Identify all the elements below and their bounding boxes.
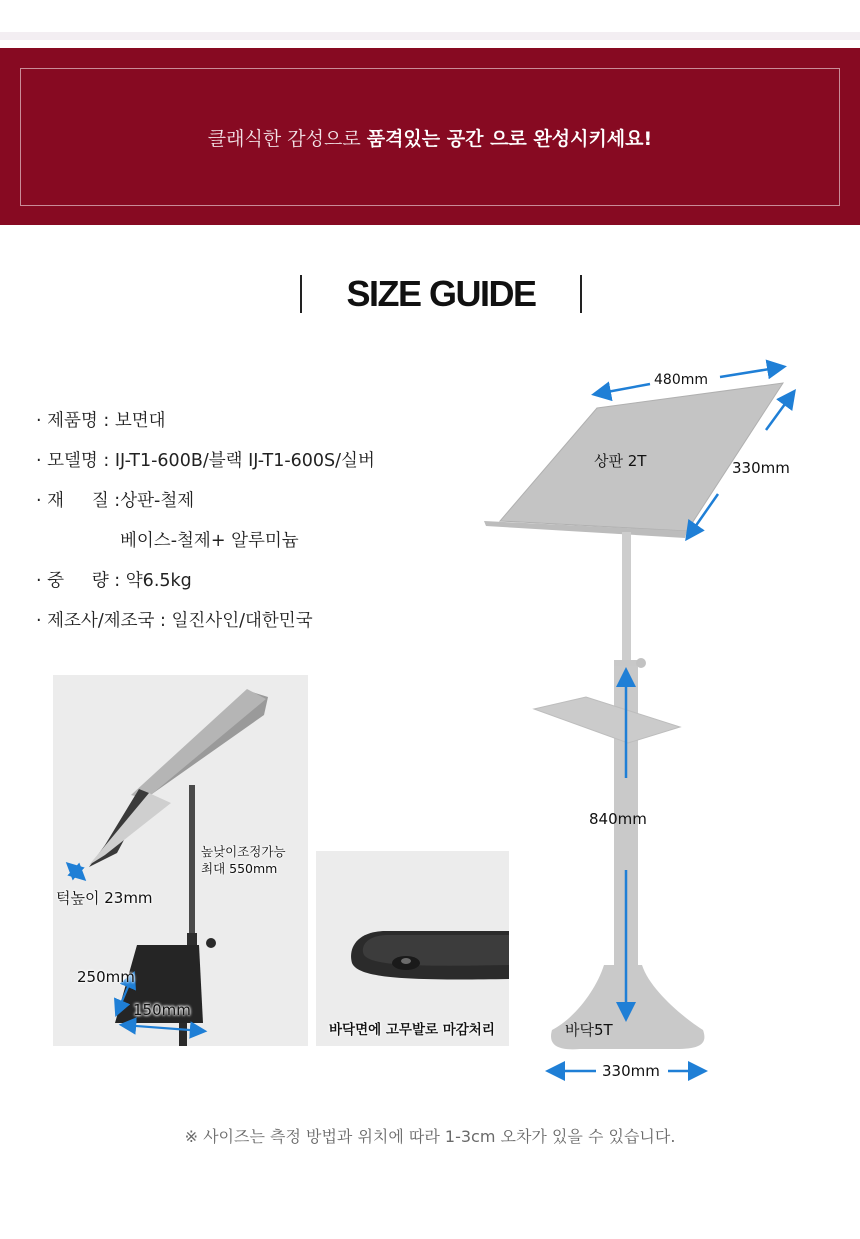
arrow-width-right [720, 367, 782, 377]
photo-pole [189, 785, 195, 935]
caption-rubber-foot: 바닥면에 고무발로 마감처리 [329, 1022, 495, 1038]
label-height: 840mm [589, 810, 647, 828]
spec-value: 일진사인/대한민국 [171, 611, 313, 631]
section-title-text: SIZE GUIDE [346, 273, 536, 314]
label-base-width: 330mm [602, 1062, 660, 1080]
banner-text-normal: 클래식한 감성으로 [207, 127, 367, 150]
label-width-top: 480mm [654, 372, 708, 388]
photo-lower-pole [179, 1023, 187, 1046]
label-base-thickness: 바닥5T [565, 1021, 613, 1039]
photo-side-view [53, 675, 308, 1046]
photo-foot-drawing [316, 851, 509, 1046]
photo-board-top [131, 689, 266, 799]
spec-label: · 중 량 : [36, 571, 126, 591]
photo-rubber-foot-screw [401, 958, 411, 964]
spec-label: · 제조사/제조국 : [36, 611, 172, 631]
label-tray-width: 150mm [133, 1001, 191, 1019]
arrow-lip [69, 865, 83, 878]
spec-value: 베이스-철제+ 알루미늄 [120, 531, 299, 551]
size-note: ※ 사이즈는 측정 방법과 위치에 따라 1-3cm 오차가 있을 수 있습니다. [184, 1127, 676, 1146]
photo-knob [206, 938, 216, 948]
spec-label: · 재 질 : [36, 491, 121, 511]
label-adjust-line2: 최대 550mm [201, 861, 278, 876]
label-depth-top: 330mm [732, 459, 790, 477]
stand-upper-pole [622, 532, 631, 662]
spec-value: 보면대 [114, 411, 166, 431]
photo-base-plate-top [363, 935, 509, 966]
photo-rubber-foot [316, 851, 509, 1046]
label-top-thickness: 상판 2T [594, 452, 647, 470]
label-lip-height: 턱높이 23mm [56, 889, 153, 907]
spec-label: · 모델명 : [36, 451, 115, 471]
label-adjust-line1: 높낮이조정가능 [201, 844, 286, 859]
spec-value: IJ-T1-600B/블랙 IJ-T1-600S/실버 [114, 451, 375, 471]
photo-board-surface [89, 793, 171, 865]
banner-text-bold: 품격있는 공간 으로 완성시키세요! [366, 127, 653, 150]
label-tray-depth: 250mm [77, 968, 135, 986]
spec-value: 약6.5kg [125, 571, 192, 591]
arrow-width-left [596, 384, 650, 394]
stand-tray [534, 697, 680, 743]
arrow-tray-width [123, 1025, 203, 1031]
spec-value: 상판-철제 [120, 491, 195, 511]
spec-label: · 제품명 : [36, 411, 115, 431]
